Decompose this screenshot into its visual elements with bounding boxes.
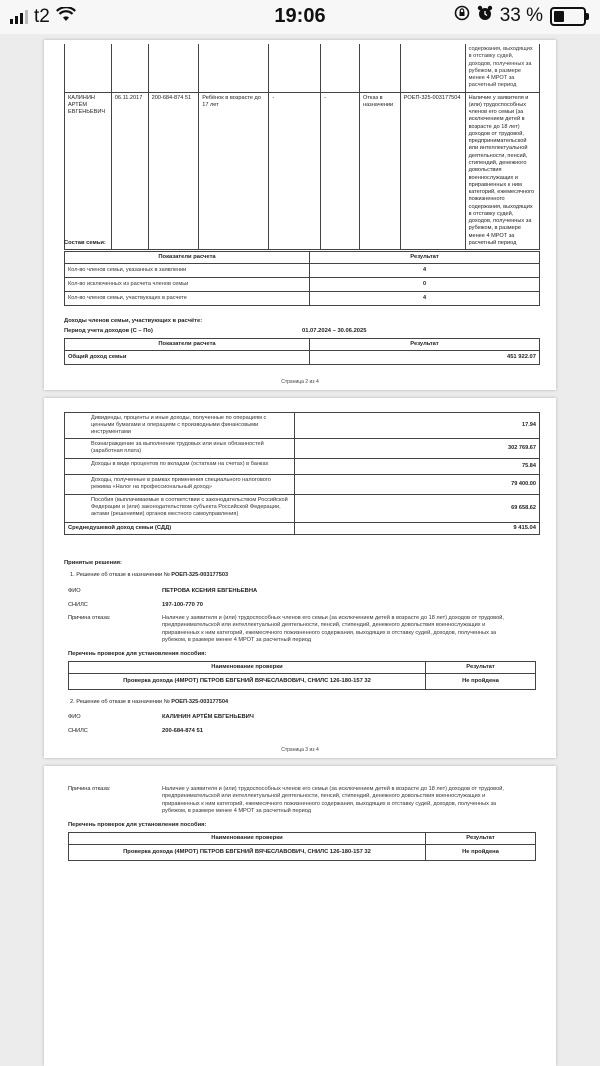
reason-label: Причина отказа: [68, 615, 111, 621]
checks-col-name: Наименование проверки [69, 833, 426, 845]
income-detail-value: 302 769.67 [295, 439, 540, 459]
table-row [65, 413, 540, 439]
period-value: 01.07.2024 – 30.06.2025 [302, 328, 367, 334]
check-name: Проверка дохода (4МРОТ) ПЕТРОВ ЕВГЕНИЙ ВЯЧЕСЛАВОВИЧ, СНИЛС 126-180-157 32 [69, 845, 426, 861]
person-reason: Наличие у заявителя и (или) трудоспособных членов его семьи (за исключением детей в возрасте до 18 лет) доходов от трудовой, предпринимательской или интеллектуальной деятельности, пенсий, стипендий, денежного довольствия военнослужащих и приравненных к ним категорий, ежемесячного пожизненного содержания, выходящих в отставку судей, доходов, полученных за рубежом, в размере менее 4 МРОТ за расчетный период [465, 92, 539, 250]
check-result: Не пройдена [426, 845, 536, 861]
income-details-table [64, 412, 540, 535]
reason-continued: содержания, выходящих в отставку судей, доходов, полученных за рубежом, в размере менее 4 МРОТ за расчетный период [465, 44, 539, 92]
person-name: КАЛИНИН АРТЁМ ЕВГЕНЬЕВИЧ [65, 92, 112, 250]
decision-1-number: РОЕП-325-003177503 [171, 572, 229, 578]
decision-2 [70, 699, 228, 705]
person-field-b: - [321, 92, 360, 250]
snils-value-1: 197-100-770 70 [162, 602, 203, 608]
fio-label: ФИО [68, 588, 81, 594]
reason-text: Наличие у заявителя и (или) трудоспособных членов его семьи (за исключением детей в возрасте до 18 лет) доходов от трудовой, предпринимательской или интеллектуальной деятельности, пенсий, стипендий, денежного довольствия военнослужащих и приравненных к ним категорий, ежемесячного пожизненного содержания, выходящих в отставку судей, доходов, полученных за рубежом, в размере менее 4 МРОТ за расчетный период [162, 615, 504, 643]
total-income-value: 451 922.07 [310, 351, 540, 365]
income-col-result: Результат [310, 339, 540, 351]
total-income-label: Общий доход семьи [65, 351, 310, 365]
family-col-metric: Показатели расчета [65, 252, 310, 264]
reason-label: Причина отказа: [68, 786, 111, 792]
table-row [65, 459, 540, 475]
document-page-4 [44, 766, 556, 1066]
income-title: Доходы членов семьи, участвующих в расчёте: [64, 318, 203, 324]
income-table [64, 338, 540, 365]
income-detail-label: Доходы, полученные в рамках применения специального налогового режима «Налог на профессиональный доход» [65, 475, 295, 495]
fio-value-2: КАЛИНИН АРТЁМ ЕВГЕНЬЕВИЧ [162, 714, 254, 720]
clock: 19:06 [274, 5, 326, 27]
family-table-full [64, 251, 540, 306]
reason-text: Наличие у заявителя и (или) трудоспособных членов его семьи (за исключением детей в возрасте до 18 лет) доходов от трудовой, предпринимательской или интеллектуальной деятельности, пенсий, стипендий, денежного довольствия военнослужащих и приравненных к ним категорий, ежемесячного пожизненного содержания, выходящих в отставку судей, доходов, полученных за рубежом, в размере менее 4 МРОТ за расчетный период [162, 786, 504, 814]
table-row [65, 278, 540, 292]
avg-income-label: Среднедушевой доход семьи (СДД) [65, 523, 295, 535]
family-title: Состав семьи: [64, 240, 106, 246]
battery-icon [550, 7, 586, 26]
income-detail-label: Пособия (выплачиваемые в соответствии с законодательством Российской Федерации и (или) законодательством субъекта Российской Федерации, актами (решениями) органов местного самоуправления) [65, 495, 295, 523]
check-result: Не пройдена [426, 674, 536, 690]
avg-income-value: 9 415.04 [295, 523, 540, 535]
checks-title: Перечень проверок для установления пособия: [68, 651, 207, 657]
family-row-label: Кол-во членов семьи, указанных в заявлении [65, 264, 310, 278]
rotation-lock-icon [454, 5, 470, 27]
table-row [65, 495, 540, 523]
person-decision-number: РОЕП-325-003177504 [400, 92, 465, 250]
family-col-result: Результат [310, 252, 540, 264]
income-detail-label: Доходы в виде процентов по вкладам (остаткам на счетах) в банках [65, 459, 295, 475]
checks-table [68, 661, 536, 690]
status-right [454, 5, 586, 27]
family-row-value: 0 [310, 278, 540, 292]
person-birthdate: 06.11.2017 [111, 92, 148, 250]
decisions-title: Принятые решения: [64, 560, 122, 566]
document-page-2 [44, 40, 556, 390]
decision-1 [70, 572, 228, 578]
snils-value-2: 200-684-874 51 [162, 728, 203, 734]
status-bar [0, 0, 600, 34]
decision-2-number: РОЕП-325-003177504 [171, 699, 229, 705]
decisions-table [64, 44, 540, 250]
person-status: Отказ в назначении [360, 92, 401, 250]
decision-1-prefix: 1. Решение об отказе в назначении № [70, 572, 170, 578]
page-footer: Страница 2 из 4 [281, 379, 319, 385]
table-row [65, 475, 540, 495]
fio-label: ФИО [68, 714, 81, 720]
document-page-3 [44, 398, 556, 758]
income-detail-value: 79 400.00 [295, 475, 540, 495]
person-snils: 200-684-874 51 [148, 92, 199, 250]
family-row-label: Кол-во членов семьи, участвующих в расчете [65, 292, 310, 306]
snils-label: СНИЛС [68, 728, 88, 734]
table-row [65, 439, 540, 459]
income-detail-label: Вознаграждение за выполнение трудовых или иных обязанностей (заработная плата) [65, 439, 295, 459]
income-col-metric: Показатели расчета [65, 339, 310, 351]
snils-label: СНИЛС [68, 602, 88, 608]
family-row-value: 4 [310, 292, 540, 306]
person-category: Ребёнок в возрасте до 17 лет [199, 92, 269, 250]
check-name: Проверка дохода (4МРОТ) ПЕТРОВ ЕВГЕНИЙ ВЯЧЕСЛАВОВИЧ, СНИЛС 126-180-157 32 [69, 674, 426, 690]
period-label: Период учета доходов (С – По) [64, 328, 153, 334]
income-detail-label: Дивиденды, проценты и иные доходы, полученные по операциям с ценными бумагами и операциям с производными финансовыми инструментами [65, 413, 295, 439]
carrier-name: t2 [34, 6, 50, 27]
table-row [65, 264, 540, 278]
income-detail-value: 75.84 [295, 459, 540, 475]
checks-col-name: Наименование проверки [69, 662, 426, 674]
table-row [65, 292, 540, 306]
fio-value-1: ПЕТРОВА КСЕНИЯ ЕВГЕНЬЕВНА [162, 588, 258, 594]
income-detail-value: 17.94 [295, 413, 540, 439]
page-footer: Страница 3 из 4 [281, 747, 319, 753]
person-field-a: - [269, 92, 321, 250]
alarm-icon [477, 5, 493, 27]
income-detail-value: 69 658.62 [295, 495, 540, 523]
family-row-label: Кол-во исключенных из расчета членов семьи [65, 278, 310, 292]
checks-title: Перечень проверок для установления пособия: [68, 822, 207, 828]
decision-2-prefix: 2. Решение об отказе в назначении № [70, 699, 170, 705]
family-row-value: 4 [310, 264, 540, 278]
checks-col-result: Результат [426, 833, 536, 845]
checks-table [68, 832, 536, 861]
checks-col-result: Результат [426, 662, 536, 674]
battery-percent: 33 % [499, 5, 543, 26]
